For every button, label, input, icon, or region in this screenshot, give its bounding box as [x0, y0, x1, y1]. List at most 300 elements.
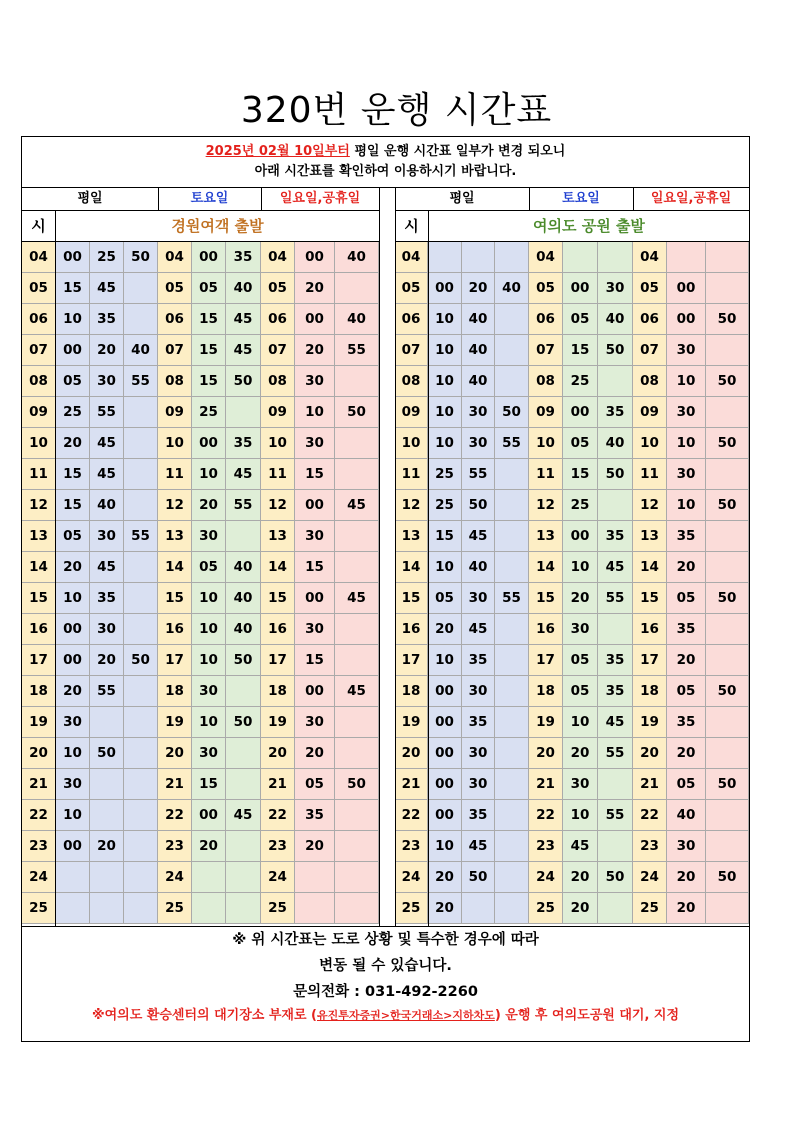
weekday-minute-cell: 40 — [462, 366, 495, 397]
saturday-minute-cell: 35 — [598, 397, 633, 428]
hour-cell: 05 — [529, 273, 563, 304]
divider — [261, 187, 262, 211]
saturday-minute-cell: 10 — [192, 459, 226, 490]
hour-cell: 14 — [633, 552, 667, 583]
weekday-minute-cell: 10 — [428, 366, 462, 397]
sunday-minute-cell: 00 — [295, 242, 335, 273]
sunday-minute-cell: 05 — [667, 676, 706, 707]
saturday-minute-cell: 10 — [563, 707, 598, 738]
weekday-minute-cell: 35 — [462, 800, 495, 831]
sunday-minute-cell: 20 — [667, 738, 706, 769]
hour-cell: 25 — [158, 893, 192, 924]
saturday-minute-cell: 40 — [226, 273, 261, 304]
hour-cell: 10 — [633, 428, 667, 459]
hour-cell: 04 — [633, 242, 667, 273]
weekday-minute-cell: 00 — [428, 800, 462, 831]
hour-cell: 22 — [395, 800, 428, 831]
weekday-minute-cell — [124, 893, 158, 924]
hour-cell: 23 — [158, 831, 192, 862]
weekday-minute-cell — [462, 893, 495, 924]
weekday-minute-cell: 00 — [428, 769, 462, 800]
saturday-minute-cell: 20 — [563, 738, 598, 769]
saturday-minute-cell: 45 — [226, 459, 261, 490]
sunday-minute-cell — [706, 645, 749, 676]
hour-cell: 11 — [395, 459, 428, 490]
hour-cell: 17 — [22, 645, 56, 676]
footer — [22, 927, 749, 1027]
saturday-minute-cell: 35 — [598, 521, 633, 552]
weekday-minute-cell: 20 — [428, 893, 462, 924]
weekday-minute-cell — [90, 800, 124, 831]
saturday-minute-cell: 20 — [192, 490, 226, 521]
hour-cell: 13 — [395, 521, 428, 552]
sunday-minute-cell: 50 — [706, 490, 749, 521]
hour-cell: 11 — [633, 459, 667, 490]
sunday-minute-cell: 05 — [295, 769, 335, 800]
saturday-minute-cell: 50 — [226, 707, 261, 738]
sunday-minute-cell: 35 — [667, 521, 706, 552]
weekday-minute-cell — [495, 459, 529, 490]
saturday-minute-cell: 15 — [192, 366, 226, 397]
saturday-minute-cell — [226, 862, 261, 893]
hour-cell: 04 — [261, 242, 295, 273]
weekday-minute-cell: 00 — [428, 707, 462, 738]
hour-cell: 04 — [22, 242, 56, 273]
footer-line1: ※ 위 시간표는 도로 상황 및 특수한 경우에 따라 — [232, 932, 539, 948]
hour-cell: 18 — [633, 676, 667, 707]
hour-cell: 05 — [158, 273, 192, 304]
sunday-minute-cell — [335, 459, 379, 490]
sunday-minute-cell: 30 — [667, 459, 706, 490]
saturday-minute-cell: 20 — [563, 862, 598, 893]
sunday-minute-cell: 30 — [667, 397, 706, 428]
weekday-minute-cell: 10 — [428, 645, 462, 676]
weekday-minute-cell — [124, 862, 158, 893]
sunday-minute-cell — [706, 273, 749, 304]
hour-cell: 08 — [22, 366, 56, 397]
hour-cell: 09 — [261, 397, 295, 428]
saturday-minute-cell — [598, 242, 633, 273]
sunday-minute-cell — [706, 521, 749, 552]
weekday-minute-cell: 35 — [90, 583, 124, 614]
saturday-minute-cell: 25 — [563, 366, 598, 397]
hour-cell: 24 — [633, 862, 667, 893]
sunday-minute-cell — [335, 614, 379, 645]
sunday-minute-cell: 00 — [295, 490, 335, 521]
notice-line1: 평일 운행 시간표 일부가 변경 되오니 — [349, 144, 566, 159]
divider — [395, 210, 749, 211]
sunday-minute-cell: 45 — [335, 583, 379, 614]
weekday-minute-cell — [124, 273, 158, 304]
weekday-minute-cell: 30 — [462, 583, 495, 614]
hour-cell: 11 — [22, 459, 56, 490]
hour-cell: 14 — [529, 552, 563, 583]
weekday-minute-cell: 15 — [428, 521, 462, 552]
weekday-minute-cell — [462, 242, 495, 273]
saturday-minute-cell: 40 — [226, 552, 261, 583]
hour-cell: 07 — [22, 335, 56, 366]
hour-cell: 17 — [633, 645, 667, 676]
left-sunday-label: 일요일,공휴일 — [279, 191, 361, 206]
sunday-minute-cell: 50 — [706, 676, 749, 707]
saturday-minute-cell — [226, 738, 261, 769]
saturday-minute-cell: 50 — [598, 862, 633, 893]
footer-note — [22, 1005, 749, 1027]
weekday-minute-cell: 00 — [56, 614, 90, 645]
saturday-minute-cell: 30 — [192, 676, 226, 707]
saturday-minute-cell: 05 — [563, 304, 598, 335]
weekday-minute-cell: 50 — [462, 862, 495, 893]
sunday-minute-cell — [335, 521, 379, 552]
sunday-minute-cell: 35 — [667, 707, 706, 738]
hour-cell: 21 — [22, 769, 56, 800]
weekday-minute-cell: 30 — [462, 676, 495, 707]
saturday-minute-cell: 10 — [192, 614, 226, 645]
hour-cell: 21 — [395, 769, 428, 800]
sunday-minute-cell: 50 — [706, 304, 749, 335]
hour-cell: 13 — [22, 521, 56, 552]
sunday-minute-cell: 30 — [295, 521, 335, 552]
hour-cell: 09 — [395, 397, 428, 428]
weekday-minute-cell — [124, 707, 158, 738]
weekday-minute-cell: 45 — [90, 273, 124, 304]
notice-highlight: 2025년 02월 10일부터 — [205, 144, 350, 159]
saturday-minute-cell: 10 — [192, 707, 226, 738]
saturday-minute-cell: 30 — [563, 614, 598, 645]
saturday-minute-cell: 00 — [192, 242, 226, 273]
saturday-minute-cell: 15 — [192, 769, 226, 800]
weekday-minute-cell: 20 — [90, 645, 124, 676]
left-weekday-label: 평일 — [77, 191, 103, 206]
divider — [428, 210, 429, 927]
left-hour-header: 시 — [31, 217, 46, 235]
sunday-minute-cell — [335, 893, 379, 924]
weekday-minute-cell — [124, 769, 158, 800]
hour-cell: 11 — [261, 459, 295, 490]
hour-cell: 23 — [261, 831, 295, 862]
sunday-minute-cell: 30 — [667, 831, 706, 862]
hour-cell: 20 — [395, 738, 428, 769]
saturday-minute-cell: 20 — [563, 893, 598, 924]
saturday-minute-cell: 45 — [563, 831, 598, 862]
hour-cell: 21 — [529, 769, 563, 800]
weekday-minute-cell — [90, 707, 124, 738]
saturday-minute-cell: 55 — [598, 583, 633, 614]
weekday-minute-cell: 25 — [56, 397, 90, 428]
saturday-minute-cell: 20 — [192, 831, 226, 862]
weekday-minute-cell: 50 — [90, 738, 124, 769]
weekday-minute-cell: 10 — [56, 304, 90, 335]
saturday-minute-cell: 00 — [563, 521, 598, 552]
hour-cell: 23 — [22, 831, 56, 862]
saturday-minute-cell: 25 — [563, 490, 598, 521]
hour-cell: 12 — [529, 490, 563, 521]
page-title: 320번 운행 시간표 — [240, 90, 553, 131]
hour-cell: 19 — [395, 707, 428, 738]
sunday-minute-cell — [706, 459, 749, 490]
sunday-minute-cell: 40 — [335, 242, 379, 273]
weekday-minute-cell — [495, 893, 529, 924]
hour-cell: 19 — [158, 707, 192, 738]
weekday-minute-cell — [124, 676, 158, 707]
sunday-minute-cell: 50 — [706, 366, 749, 397]
sunday-minute-cell — [706, 800, 749, 831]
hour-cell: 07 — [158, 335, 192, 366]
hour-cell: 08 — [158, 366, 192, 397]
saturday-minute-cell — [598, 366, 633, 397]
sunday-minute-cell: 05 — [667, 769, 706, 800]
saturday-minute-cell: 50 — [226, 645, 261, 676]
sunday-minute-cell: 30 — [667, 335, 706, 366]
weekday-minute-cell: 05 — [428, 583, 462, 614]
sunday-minute-cell — [706, 831, 749, 862]
hour-cell: 22 — [633, 800, 667, 831]
sunday-minute-cell: 15 — [295, 459, 335, 490]
saturday-minute-cell: 05 — [563, 676, 598, 707]
sunday-minute-cell — [706, 335, 749, 366]
saturday-minute-cell: 50 — [598, 459, 633, 490]
hour-cell: 18 — [158, 676, 192, 707]
weekday-minute-cell: 30 — [90, 614, 124, 645]
weekday-minute-cell: 05 — [56, 521, 90, 552]
sunday-minute-cell — [335, 738, 379, 769]
weekday-minute-cell — [124, 738, 158, 769]
sunday-minute-cell: 15 — [295, 552, 335, 583]
weekday-minute-cell: 25 — [428, 459, 462, 490]
notice-line2: 아래 시간표를 확인하여 이용하시기 바랍니다. — [254, 164, 517, 179]
saturday-minute-cell: 55 — [226, 490, 261, 521]
hour-cell: 15 — [158, 583, 192, 614]
hour-cell: 17 — [529, 645, 563, 676]
saturday-minute-cell — [226, 521, 261, 552]
saturday-minute-cell: 05 — [563, 645, 598, 676]
weekday-minute-cell: 45 — [90, 552, 124, 583]
saturday-minute-cell: 10 — [192, 583, 226, 614]
sunday-minute-cell: 20 — [667, 645, 706, 676]
weekday-minute-cell — [428, 242, 462, 273]
hour-cell: 15 — [395, 583, 428, 614]
hour-cell: 15 — [22, 583, 56, 614]
weekday-minute-cell — [495, 645, 529, 676]
hour-cell: 18 — [395, 676, 428, 707]
sunday-minute-cell: 50 — [706, 583, 749, 614]
weekday-minute-cell — [495, 707, 529, 738]
sunday-minute-cell: 20 — [295, 335, 335, 366]
hour-cell: 25 — [22, 893, 56, 924]
saturday-minute-cell: 10 — [563, 552, 598, 583]
weekday-minute-cell: 50 — [495, 397, 529, 428]
hour-cell: 18 — [529, 676, 563, 707]
saturday-minute-cell — [598, 831, 633, 862]
weekday-minute-cell — [90, 862, 124, 893]
hour-cell: 14 — [158, 552, 192, 583]
footer-line2: 변동 될 수 있습니다. — [319, 958, 452, 974]
saturday-minute-cell — [598, 769, 633, 800]
right-saturday-label: 토요일 — [562, 191, 600, 206]
weekday-minute-cell: 35 — [90, 304, 124, 335]
sunday-minute-cell: 10 — [295, 397, 335, 428]
weekday-minute-cell: 00 — [428, 676, 462, 707]
saturday-minute-cell: 35 — [598, 645, 633, 676]
saturday-minute-cell: 00 — [192, 428, 226, 459]
sunday-minute-cell: 15 — [295, 645, 335, 676]
weekday-minute-cell: 00 — [56, 242, 90, 273]
saturday-minute-cell — [226, 676, 261, 707]
saturday-minute-cell — [598, 614, 633, 645]
sunday-minute-cell: 55 — [335, 335, 379, 366]
saturday-minute-cell: 40 — [598, 428, 633, 459]
hour-cell: 05 — [261, 273, 295, 304]
weekday-minute-cell — [90, 893, 124, 924]
hour-cell: 08 — [395, 366, 428, 397]
hour-cell: 17 — [395, 645, 428, 676]
weekday-minute-cell: 05 — [56, 366, 90, 397]
saturday-minute-cell: 15 — [192, 335, 226, 366]
weekday-minute-cell: 10 — [428, 552, 462, 583]
hour-cell: 13 — [158, 521, 192, 552]
weekday-minute-cell — [124, 459, 158, 490]
hour-cell: 11 — [529, 459, 563, 490]
hour-cell: 05 — [22, 273, 56, 304]
saturday-minute-cell — [226, 831, 261, 862]
saturday-minute-cell: 55 — [598, 800, 633, 831]
hour-cell: 07 — [261, 335, 295, 366]
sunday-minute-cell — [706, 397, 749, 428]
weekday-minute-cell: 10 — [428, 304, 462, 335]
sunday-minute-cell: 10 — [667, 366, 706, 397]
sunday-minute-cell: 30 — [295, 614, 335, 645]
weekday-minute-cell: 55 — [124, 521, 158, 552]
weekday-minute-cell: 20 — [428, 862, 462, 893]
weekday-minute-cell: 00 — [56, 831, 90, 862]
saturday-minute-cell — [226, 893, 261, 924]
saturday-minute-cell: 35 — [598, 676, 633, 707]
saturday-minute-cell: 45 — [598, 552, 633, 583]
hour-cell: 25 — [633, 893, 667, 924]
weekday-minute-cell — [124, 614, 158, 645]
divider — [22, 210, 379, 211]
weekday-minute-cell: 25 — [428, 490, 462, 521]
saturday-minute-cell: 45 — [598, 707, 633, 738]
sunday-minute-cell — [706, 614, 749, 645]
weekday-minute-cell: 10 — [56, 738, 90, 769]
hour-cell: 22 — [22, 800, 56, 831]
sunday-minute-cell: 10 — [667, 490, 706, 521]
divider — [395, 187, 396, 927]
footer-phone: 문의전화 : 031-492-2260 — [293, 984, 478, 1000]
hour-cell: 20 — [261, 738, 295, 769]
saturday-minute-cell: 40 — [226, 583, 261, 614]
weekday-minute-cell — [124, 428, 158, 459]
hour-cell: 10 — [395, 428, 428, 459]
hour-cell: 08 — [633, 366, 667, 397]
hour-cell: 20 — [22, 738, 56, 769]
divider — [158, 187, 159, 211]
saturday-minute-cell — [192, 893, 226, 924]
hour-cell: 04 — [395, 242, 428, 273]
weekday-minute-cell — [495, 521, 529, 552]
sunday-minute-cell — [335, 645, 379, 676]
hour-cell: 15 — [633, 583, 667, 614]
saturday-minute-cell — [226, 769, 261, 800]
hour-cell: 24 — [158, 862, 192, 893]
hour-cell: 24 — [529, 862, 563, 893]
weekday-minute-cell: 10 — [56, 800, 90, 831]
weekday-minute-cell — [495, 676, 529, 707]
notice — [22, 137, 749, 187]
weekday-minute-cell: 15 — [56, 273, 90, 304]
saturday-minute-cell: 45 — [226, 800, 261, 831]
weekday-minute-cell: 40 — [462, 335, 495, 366]
sunday-minute-cell: 45 — [335, 490, 379, 521]
weekday-minute-cell: 10 — [428, 335, 462, 366]
sunday-minute-cell — [706, 242, 749, 273]
weekday-minute-cell — [56, 862, 90, 893]
saturday-minute-cell: 35 — [226, 242, 261, 273]
sunday-minute-cell: 30 — [295, 428, 335, 459]
hour-cell: 15 — [529, 583, 563, 614]
hour-cell: 24 — [261, 862, 295, 893]
hour-cell: 08 — [261, 366, 295, 397]
weekday-minute-cell: 55 — [90, 397, 124, 428]
weekday-minute-cell: 40 — [462, 304, 495, 335]
hour-cell: 04 — [529, 242, 563, 273]
saturday-minute-cell — [598, 490, 633, 521]
weekday-minute-cell: 10 — [428, 397, 462, 428]
weekday-minute-cell — [124, 800, 158, 831]
weekday-minute-cell — [495, 490, 529, 521]
hour-cell: 22 — [158, 800, 192, 831]
hour-cell: 06 — [529, 304, 563, 335]
saturday-minute-cell: 45 — [226, 335, 261, 366]
saturday-minute-cell: 15 — [563, 335, 598, 366]
weekday-minute-cell: 20 — [56, 428, 90, 459]
sunday-minute-cell: 40 — [335, 304, 379, 335]
right-sunday-label: 일요일,공휴일 — [650, 191, 732, 206]
hour-cell: 18 — [22, 676, 56, 707]
sunday-minute-cell: 30 — [295, 366, 335, 397]
weekday-minute-cell: 00 — [428, 738, 462, 769]
sunday-minute-cell — [335, 273, 379, 304]
sunday-minute-cell: 50 — [335, 397, 379, 428]
weekday-minute-cell: 35 — [462, 707, 495, 738]
hour-cell: 06 — [395, 304, 428, 335]
sunday-minute-cell — [335, 862, 379, 893]
sunday-minute-cell: 20 — [295, 273, 335, 304]
sunday-minute-cell: 20 — [667, 862, 706, 893]
saturday-minute-cell: 05 — [563, 428, 598, 459]
hour-cell: 04 — [158, 242, 192, 273]
weekday-minute-cell — [495, 800, 529, 831]
sunday-minute-cell: 30 — [295, 707, 335, 738]
weekday-minute-cell: 20 — [428, 614, 462, 645]
hour-cell: 19 — [529, 707, 563, 738]
weekday-minute-cell — [124, 304, 158, 335]
weekday-minute-cell — [495, 335, 529, 366]
hour-cell: 06 — [158, 304, 192, 335]
divider — [633, 187, 634, 211]
hour-cell: 12 — [158, 490, 192, 521]
saturday-minute-cell: 30 — [192, 738, 226, 769]
weekday-minute-cell: 50 — [124, 645, 158, 676]
hour-cell: 17 — [261, 645, 295, 676]
sunday-minute-cell — [335, 552, 379, 583]
weekday-minute-cell: 25 — [90, 242, 124, 273]
saturday-minute-cell: 30 — [192, 521, 226, 552]
hour-cell: 12 — [395, 490, 428, 521]
hour-cell: 25 — [261, 893, 295, 924]
weekday-minute-cell: 55 — [90, 676, 124, 707]
